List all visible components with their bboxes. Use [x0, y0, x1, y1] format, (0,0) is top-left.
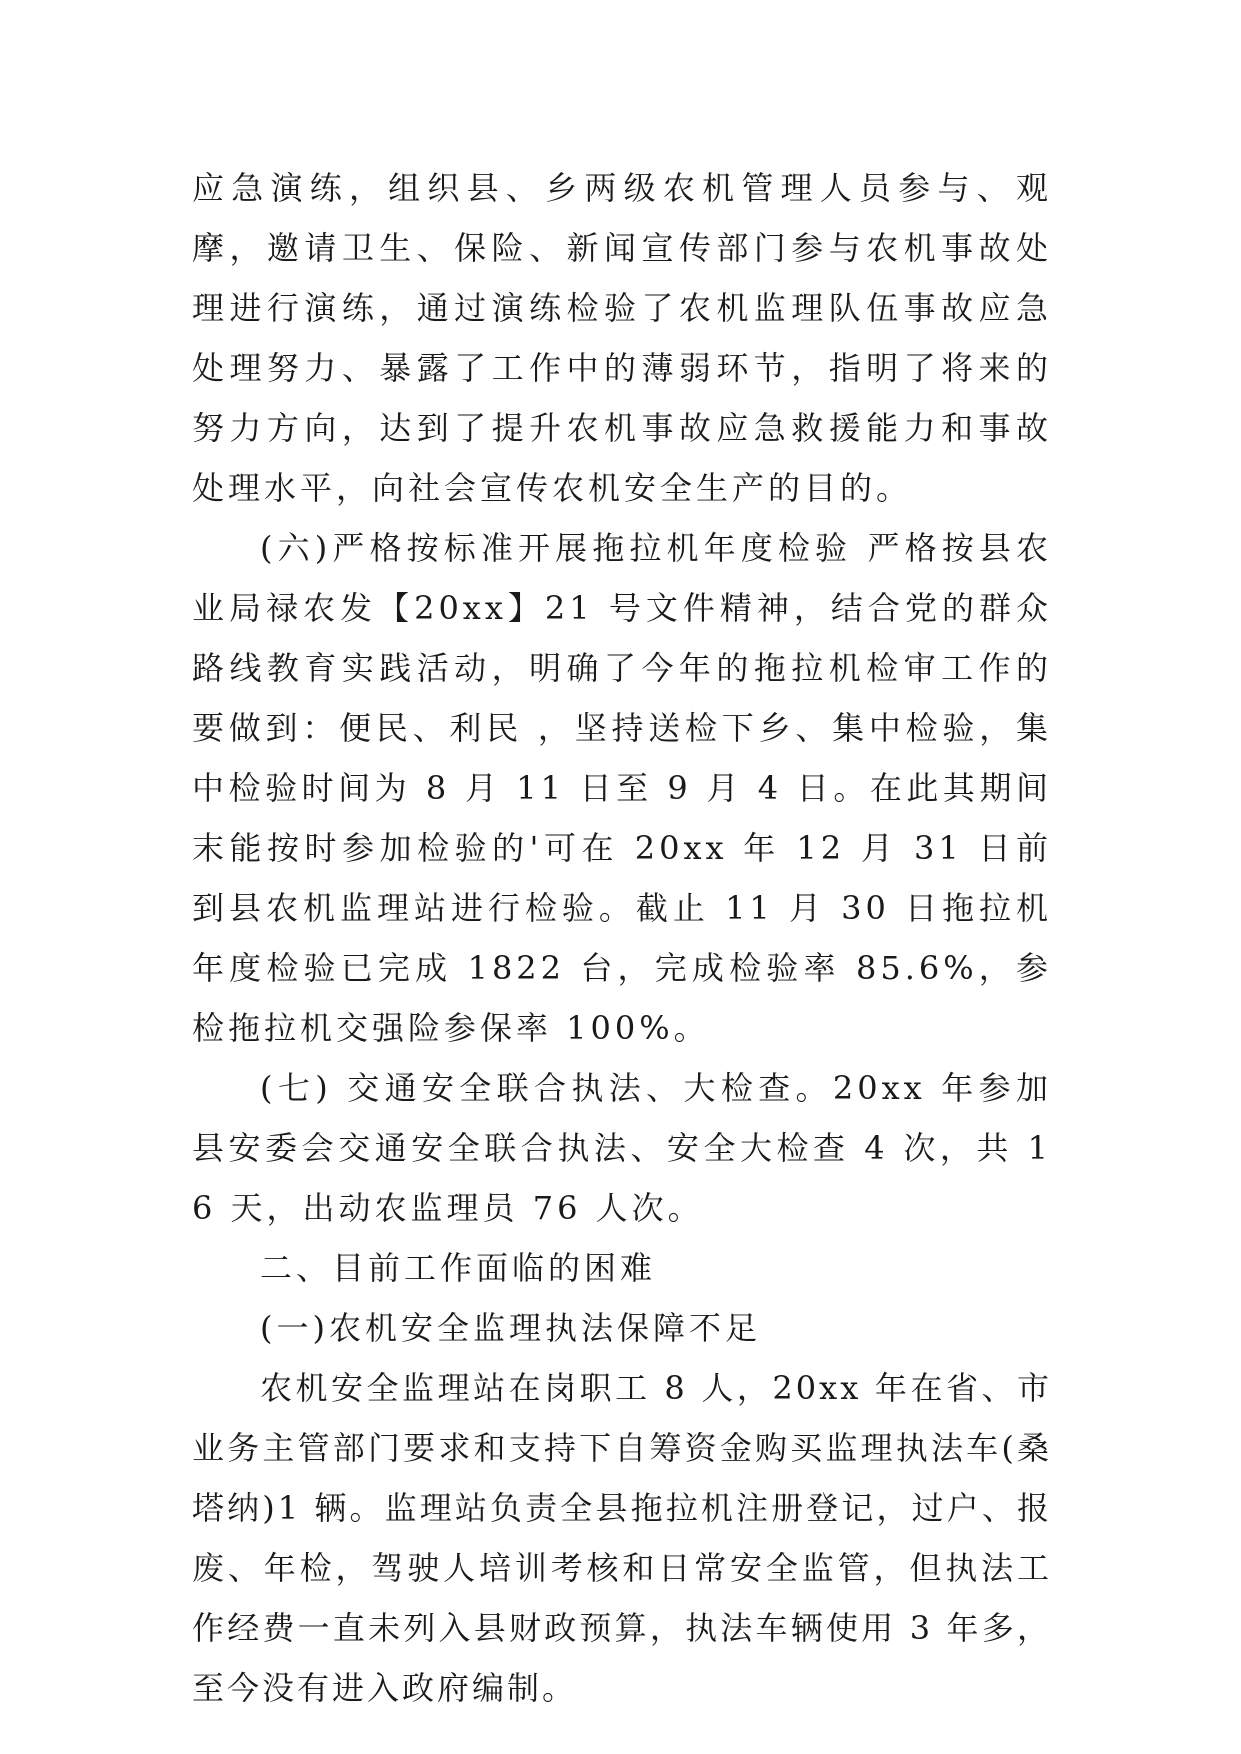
- subheading-insufficient-support: (一)农机安全监理执法保障不足: [260, 1309, 761, 1347]
- paragraph-tractor-inspection: (六)严格按标准开展拖拉机年度检验 严格按县农业局禄农发【20xx】21 号文件精神，结合党的群众路线教育实践活动，明确了今年的拖拉机检审工作的要做到：便民、利民 ，坚持送检下乡、集中检验，集中检验时间为 8 月 11 日至 9 月 4 日。在此其期间末能按时参加检验的'可在 20xx 年 12 月 31 日前到县农机监理站进行检验。截止 11 月 30 日拖拉机年度检验已完成 1822 台，完成检验率 85.6%，参检拖拉机交强险参保率 100%。: [192, 529, 1052, 1047]
- document-body: [192, 158, 1052, 1718]
- section-heading-difficulties: 二、目前工作面临的困难: [260, 1249, 657, 1287]
- paragraph-staff-and-funding: 农机安全监理站在岗职工 8 人，20xx 年在省、市业务主管部门要求和支持下自筹资金购买监理执法车(桑塔纳)1 辆。监理站负责全县拖拉机注册登记，过户、报废、年检，驾驶人培训考核和日常安全监管，但执法工作经费一直未列入县财政预算，执法车辆使用 3 年多，至今没有进入政府编制。: [192, 1369, 1052, 1707]
- paragraph-joint-enforcement: (七) 交通安全联合执法、大检查。20xx 年参加县安委会交通安全联合执法、安全大检查 4 次，共 16 天，出动农监理员 76 人次。: [192, 1069, 1052, 1227]
- paragraph-emergency-drill: 应急演练，组织县、乡两级农机管理人员参与、观摩，邀请卫生、保险、新闻宣传部门参与农机事故处理进行演练，通过演练检验了农机监理队伍事故应急处理努力、暴露了工作中的薄弱环节，指明了将来的努力方向，达到了提升农机事故应急救援能力和事故处理水平，向社会宣传农机安全生产的目的。: [192, 169, 1052, 507]
